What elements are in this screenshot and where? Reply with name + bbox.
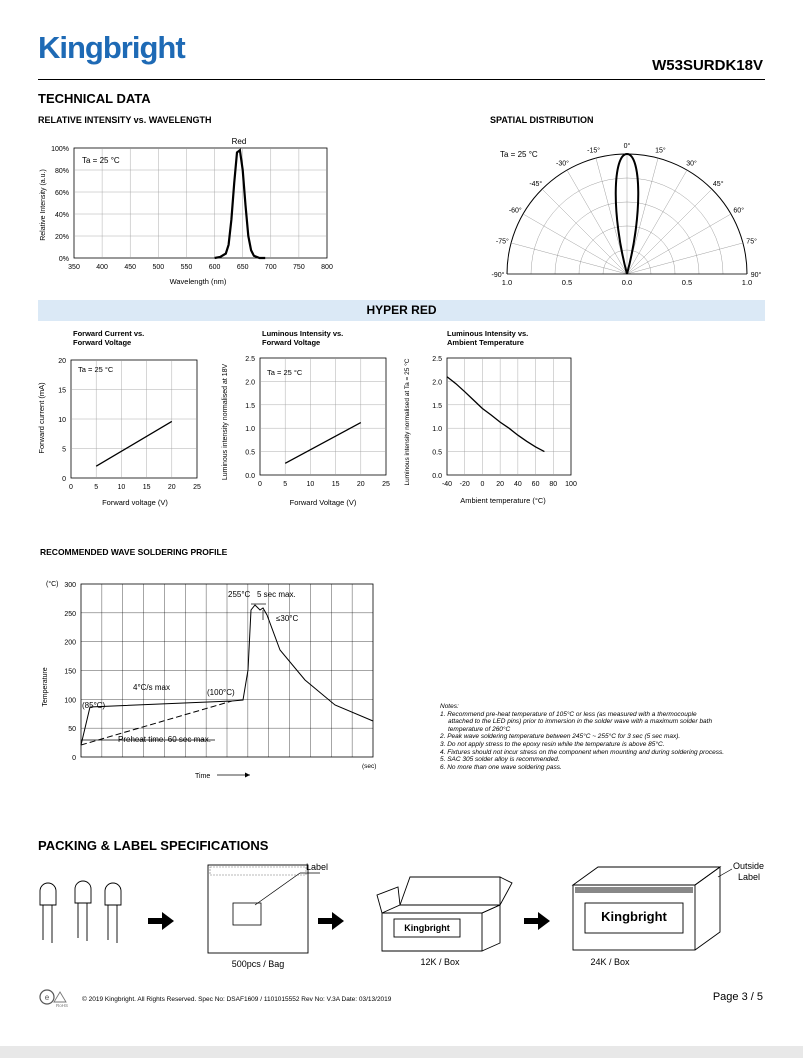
box-12k-brand: Kingbright bbox=[404, 923, 450, 933]
y-tick-label: 20% bbox=[54, 234, 69, 241]
y-tick-label: 1.5 bbox=[245, 402, 255, 410]
lv-x-label: Forward Voltage (V) bbox=[289, 498, 357, 507]
x-tick-label: 350 bbox=[68, 264, 80, 271]
la-title-1: Luminous Intensity vs. bbox=[447, 329, 529, 338]
x-tick-label: 80 bbox=[549, 481, 558, 488]
solder-unit-x: (sec) bbox=[362, 763, 377, 770]
x-tick-label: 10 bbox=[117, 484, 126, 491]
x-tick-label: 15 bbox=[331, 481, 340, 488]
relative-intensity-chart bbox=[30, 130, 360, 295]
relative-intensity-title: RELATIVE INTENSITY vs. WAVELENGTH bbox=[38, 115, 212, 125]
angle-label: -15° bbox=[587, 147, 601, 155]
fc-title-1: Forward Current vs. bbox=[73, 329, 145, 338]
angle-label: -75° bbox=[495, 238, 509, 246]
x-tick-label: 5 bbox=[283, 481, 288, 488]
y-axis-label: Relative Intensity (a.u.) bbox=[40, 169, 47, 241]
x-tick-label: 15 bbox=[142, 484, 151, 491]
solder-y-tick: 0 bbox=[72, 755, 76, 762]
delta-annotation: ≤30°C bbox=[276, 614, 299, 623]
ta-annotation: Ta = 25 °C bbox=[82, 156, 120, 165]
box-12k-caption: 12K / Box bbox=[420, 957, 460, 967]
lt-x-label: Ambient temperature (°C) bbox=[460, 496, 546, 505]
fc-title-2: Forward Voltage bbox=[73, 338, 132, 347]
y-tick-label: 0.0 bbox=[432, 473, 442, 480]
solder-y-tick: 50 bbox=[68, 726, 76, 734]
x-axis-label: Wavelength (nm) bbox=[169, 277, 227, 286]
x-tick-label: 600 bbox=[208, 264, 221, 271]
lv-line bbox=[285, 423, 361, 464]
technical-data-heading: TECHNICAL DATA bbox=[38, 91, 151, 106]
solder-y-tick: 250 bbox=[64, 610, 76, 618]
la-title-2: Ambient Temperature bbox=[447, 338, 524, 347]
packing-illustration bbox=[30, 855, 775, 970]
y-tick-label: 2.5 bbox=[245, 356, 255, 363]
hyper-red-band: HYPER RED bbox=[38, 300, 765, 321]
lv-y-label: Luminous intensity normalised at 18V bbox=[222, 363, 229, 481]
rohs-text: RoHS bbox=[56, 1003, 69, 1008]
y-tick-label: 0.0 bbox=[245, 473, 255, 480]
header-rule bbox=[38, 79, 765, 80]
x-tick-label: 800 bbox=[321, 264, 333, 271]
svg-text:e: e bbox=[44, 993, 50, 1002]
label-callout: Label bbox=[306, 862, 329, 872]
x-tick-label: 60 bbox=[531, 481, 540, 488]
radial-label: 0.5 bbox=[681, 278, 693, 287]
arrow-icon bbox=[148, 912, 174, 930]
start-temp-annotation: (85°C) bbox=[82, 701, 106, 710]
x-tick-label: 0 bbox=[69, 484, 73, 491]
x-tick-label: 700 bbox=[264, 264, 277, 271]
y-tick-label: 0.5 bbox=[432, 449, 442, 457]
angle-label: 0° bbox=[623, 143, 631, 150]
solder-y-tick: 100 bbox=[64, 697, 76, 705]
lv-ta-annotation: Ta = 25 °C bbox=[267, 368, 303, 377]
outside-label-2: Label bbox=[738, 872, 761, 882]
x-tick-label: 40 bbox=[513, 481, 522, 488]
part-number: W53SURDK18V bbox=[652, 57, 763, 74]
x-tick-label: 25 bbox=[382, 481, 390, 488]
y-tick-label: 20 bbox=[58, 358, 66, 365]
fc-x-label: Forward voltage (V) bbox=[102, 498, 168, 507]
led-icons bbox=[40, 881, 121, 943]
spatial-distribution-chart bbox=[470, 130, 770, 295]
angle-label: -90° bbox=[491, 272, 505, 279]
note-1b: attached to the LED pins) prior to immersion in the solder wave with a maximum solder bath bbox=[448, 718, 713, 726]
y-tick-label: 5 bbox=[62, 446, 66, 454]
preheat-temp-annotation: (100°C) bbox=[207, 688, 235, 697]
angle-label: 90° bbox=[750, 272, 762, 279]
polar-spoke bbox=[627, 243, 743, 274]
y-tick-label: 80% bbox=[54, 168, 69, 175]
notes-title: Notes: bbox=[440, 703, 459, 710]
y-tick-label: 2.0 bbox=[245, 379, 255, 387]
solder-y-tick: 200 bbox=[64, 639, 76, 647]
angle-label: 45° bbox=[712, 180, 724, 188]
solder-unit-y: (°C) bbox=[46, 581, 59, 588]
spectrum-line bbox=[215, 150, 266, 258]
polar-spoke bbox=[511, 243, 627, 274]
polar-spoke bbox=[523, 214, 627, 274]
note-1a: 1. Recommend pre-heat temperature of 105°C or less (as measured with a thermocouple bbox=[440, 710, 697, 718]
angle-label: -45° bbox=[529, 180, 543, 188]
soldering-profile-chart bbox=[35, 575, 385, 785]
x-tick-label: -20 bbox=[459, 481, 470, 488]
x-tick-label: 20 bbox=[496, 481, 505, 488]
brand-logo: Kingbright bbox=[38, 30, 185, 65]
radial-label: 0.0 bbox=[621, 278, 633, 287]
x-tick-label: 20 bbox=[167, 484, 176, 491]
y-tick-label: 0 bbox=[62, 476, 66, 483]
x-tick-label: 5 bbox=[94, 484, 99, 491]
slope-annotation: 4°C/s max bbox=[133, 683, 170, 692]
y-tick-label: 60% bbox=[54, 190, 69, 197]
y-tick-label: 0% bbox=[58, 256, 69, 263]
y-tick-label: 0.5 bbox=[245, 449, 255, 457]
li-title-1: Luminous Intensity vs. bbox=[262, 329, 344, 338]
polar-spoke bbox=[627, 214, 731, 274]
y-tick-label: 15 bbox=[58, 387, 66, 395]
note-4: 4. Fixtures should not incur stress on the component when mounting and during soldering process. bbox=[440, 748, 724, 756]
radial-label: 0.5 bbox=[561, 278, 573, 287]
fc-ta-annotation: Ta = 25 °C bbox=[78, 365, 114, 374]
solder-y-tick: 300 bbox=[64, 582, 76, 589]
fc-line bbox=[96, 421, 172, 466]
angle-label: 60° bbox=[733, 207, 745, 215]
x-tick-label: 650 bbox=[236, 264, 249, 271]
luminous-voltage-chart bbox=[215, 350, 400, 515]
solder-y-label: Temperature bbox=[42, 667, 49, 707]
angle-label: -60° bbox=[508, 207, 522, 215]
polar-ta-annotation: Ta = 25 °C bbox=[500, 150, 538, 159]
preheat-time-annotation: Preheat time: 60 sec max. bbox=[118, 735, 211, 744]
y-tick-label: 2.0 bbox=[432, 379, 442, 387]
solder-x-label: Time bbox=[195, 773, 211, 780]
x-tick-label: 25 bbox=[193, 484, 201, 491]
angle-label: 75° bbox=[746, 238, 757, 246]
li-title-2: Forward Voltage bbox=[262, 338, 321, 347]
y-tick-label: 40% bbox=[54, 212, 69, 219]
bag-caption: 500pcs / Bag bbox=[231, 959, 285, 969]
note-2: 2. Peak wave soldering temperature between 245°C ~ 255°C for 3 sec (5 sec max). bbox=[440, 733, 681, 741]
polar-spoke bbox=[542, 189, 627, 274]
x-tick-label: 10 bbox=[306, 481, 315, 488]
bag-icon bbox=[208, 865, 320, 953]
notes-block bbox=[440, 703, 770, 771]
lt-y-label: Luminous intensity normalised at Ta = 25 °C bbox=[404, 358, 411, 486]
page-number: Page 3 / 5 bbox=[712, 991, 763, 1003]
x-tick-label: 0 bbox=[480, 481, 485, 488]
note-6: 6. No more than one wave soldering pass. bbox=[440, 763, 562, 771]
note-3: 3. Do not apply stress to the epoxy resin while the temperature is above 85°C. bbox=[440, 740, 665, 748]
x-tick-label: 100 bbox=[565, 481, 577, 488]
x-tick-label: 450 bbox=[124, 264, 137, 271]
peak-annotation: 255°C bbox=[228, 590, 251, 599]
spatial-distribution-title: SPATIAL DISTRIBUTION bbox=[490, 115, 594, 125]
plot-frame bbox=[447, 358, 571, 475]
x-tick-label: 550 bbox=[180, 264, 193, 271]
forward-current-chart bbox=[30, 350, 215, 515]
arrow-icon bbox=[524, 912, 550, 930]
y-tick-label: 1.5 bbox=[432, 402, 442, 410]
arrow-icon bbox=[318, 912, 344, 930]
luminous-temperature-chart bbox=[400, 350, 585, 515]
solder-y-tick: 150 bbox=[64, 668, 76, 676]
box-12k-icon bbox=[377, 877, 512, 951]
angle-label: -30° bbox=[556, 160, 569, 168]
y-tick-label: 100% bbox=[51, 146, 69, 153]
box-24k-caption: 24K / Box bbox=[590, 957, 630, 967]
x-tick-label: 750 bbox=[293, 264, 305, 271]
polar-spoke bbox=[627, 189, 712, 274]
bottom-bar bbox=[0, 1046, 803, 1058]
x-tick-label: 0 bbox=[258, 481, 262, 488]
radial-label: 1.0 bbox=[741, 278, 753, 287]
x-tick-label: 500 bbox=[152, 264, 165, 271]
fc-y-label: Forward current (mA) bbox=[37, 382, 46, 454]
note-5: 5. SAC 305 solder alloy is recommended. bbox=[440, 756, 560, 764]
angle-label: 30° bbox=[686, 160, 697, 168]
box-24k-brand: Kingbright bbox=[601, 909, 667, 924]
y-tick-label: 2.5 bbox=[432, 356, 442, 363]
y-tick-label: 1.0 bbox=[432, 426, 442, 434]
note-1c: temperature of 260°C bbox=[448, 725, 511, 733]
radial-label: 1.0 bbox=[501, 278, 513, 287]
x-tick-label: -40 bbox=[441, 481, 453, 488]
rohs-icon bbox=[38, 988, 78, 1008]
lt-line bbox=[447, 377, 544, 452]
sec-annotation: 5 sec max. bbox=[257, 590, 296, 599]
x-tick-label: 400 bbox=[96, 264, 108, 271]
x-tick-label: 20 bbox=[356, 481, 365, 488]
y-tick-label: 1.0 bbox=[245, 426, 255, 434]
footer-text: © 2019 Kingbright. All Rights Reserved. Spec No: DSAF1609 / 1101015552 Rev No: V.3A Date: 03/13/2019 bbox=[82, 996, 392, 1003]
y-tick-label: 10 bbox=[58, 417, 66, 424]
angle-label: 15° bbox=[655, 147, 666, 155]
peak-label: Red bbox=[231, 137, 247, 146]
outside-label-1: Outside bbox=[733, 861, 765, 871]
soldering-title: RECOMMENDED WAVE SOLDERING PROFILE bbox=[40, 547, 228, 557]
packing-heading: PACKING & LABEL SPECIFICATIONS bbox=[38, 838, 269, 853]
